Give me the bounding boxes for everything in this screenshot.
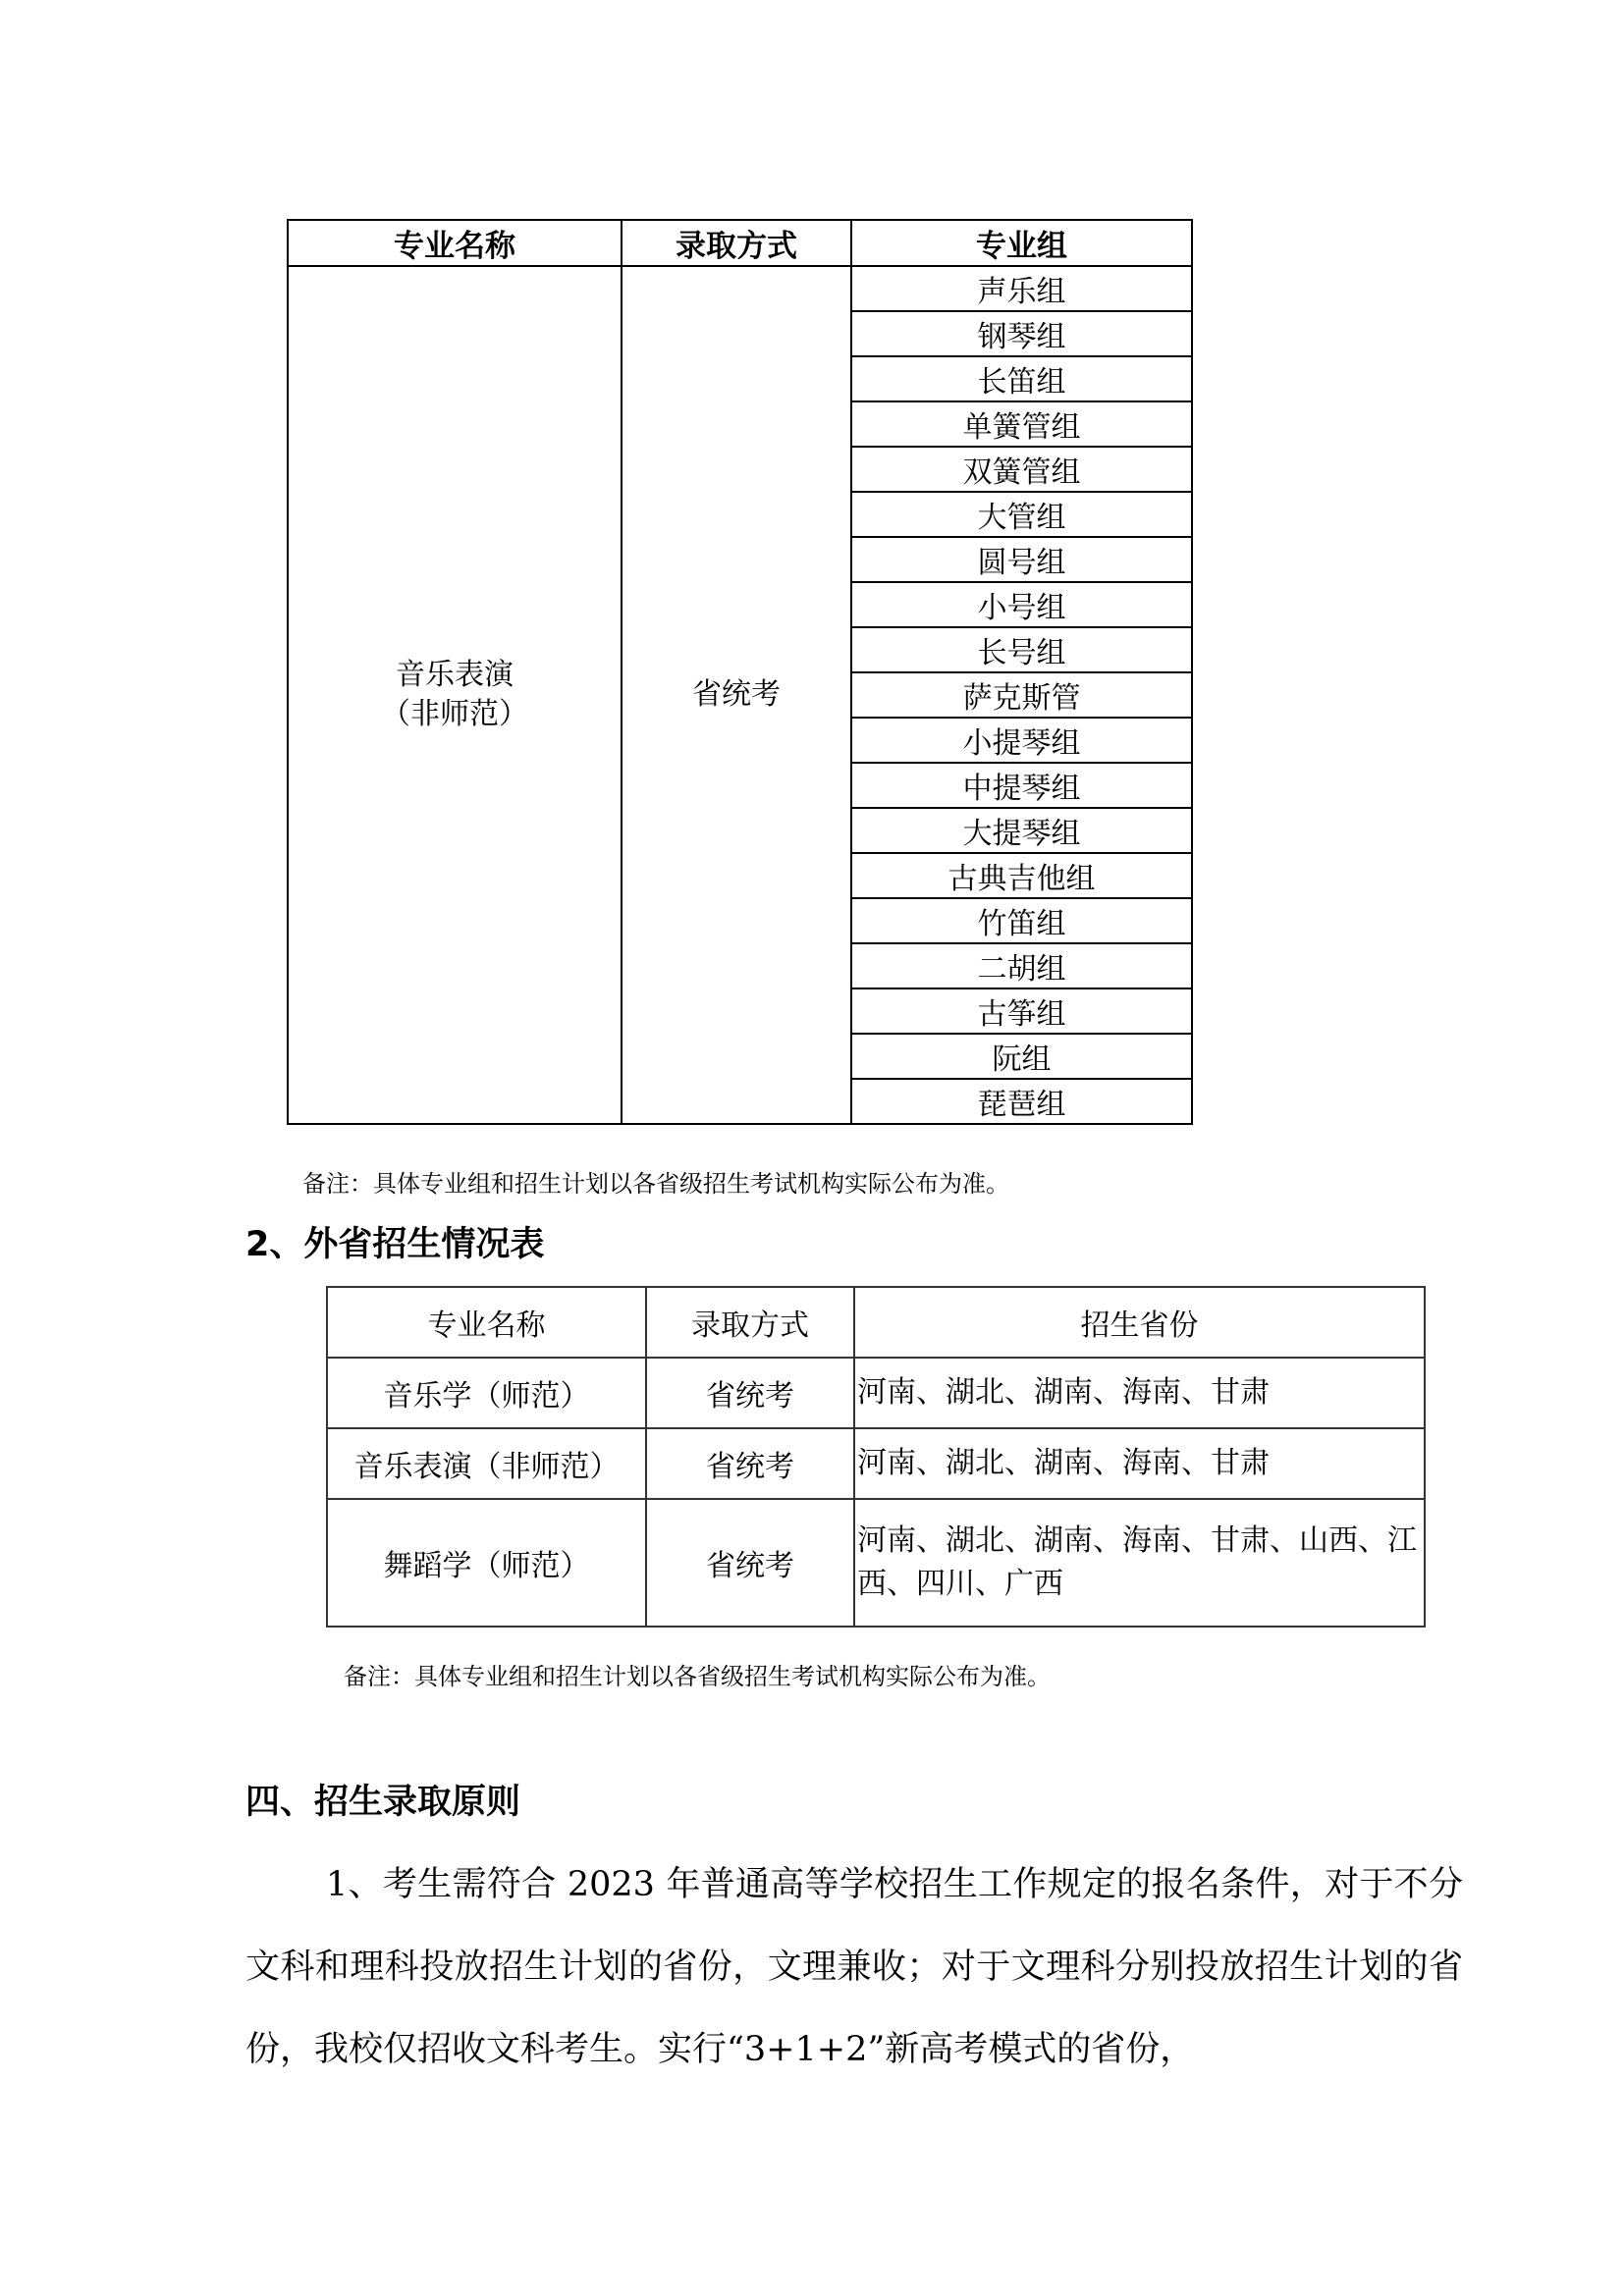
method-cell: 省统考 [646,1358,854,1428]
major-cell: 音乐学（师范） [327,1358,646,1428]
header-admission-method: 录取方式 [622,220,851,266]
table-row [327,1499,1425,1627]
major-group-cell: 阮组 [851,1034,1192,1079]
header-admission-method: 录取方式 [646,1287,854,1358]
major-group-cell: 中提琴组 [851,763,1192,808]
header-provinces: 招生省份 [854,1287,1425,1358]
provinces-cell: 河南、湖北、湖南、海南、甘肃 [854,1358,1425,1428]
major-group-cell: 圆号组 [851,537,1192,582]
table2-note: 备注：具体专业组和招生计划以各省级招生考试机构实际公布为准。 [344,1663,1051,1690]
major-group-cell: 萨克斯管 [851,672,1192,718]
header-major-group: 专业组 [851,220,1192,266]
provinces-cell: 河南、湖北、湖南、海南、甘肃、山西、江西、四川、广西 [854,1499,1425,1627]
major-name-line2: （非师范） [381,697,528,731]
major-group-cell: 二胡组 [851,943,1192,988]
section4-heading: 四、招生录取原则 [245,1783,521,1822]
table-row [288,266,1192,311]
major-group-cell: 古典吉他组 [851,853,1192,898]
major-group-cell: 声乐组 [851,266,1192,311]
major-name-line1: 音乐表演 [396,658,514,692]
major-group-cell: 竹笛组 [851,898,1192,943]
major-group-cell: 钢琴组 [851,311,1192,356]
section2-heading: 2、外省招生情况表 [245,1225,545,1264]
header-major-name: 专业名称 [288,220,622,266]
major-group-cell: 单簧管组 [851,401,1192,447]
provinces-cell: 河南、湖北、湖南、海南、甘肃 [854,1428,1425,1499]
major-group-cell: 琵琶组 [851,1079,1192,1124]
admission-method-cell: 省统考 [622,266,851,1124]
major-name-cell [288,266,622,1124]
major-cell: 舞蹈学（师范） [327,1499,646,1627]
music-performance-groups-table [287,219,1193,1125]
table1-body [288,266,1192,1124]
major-group-cell: 长笛组 [851,356,1192,401]
major-cell: 音乐表演（非师范） [327,1428,646,1499]
out-of-province-table [326,1286,1426,1628]
header-major-name: 专业名称 [327,1287,646,1358]
method-cell: 省统考 [646,1499,854,1627]
major-group-cell: 大管组 [851,492,1192,537]
major-group-cell: 长号组 [851,627,1192,672]
method-cell: 省统考 [646,1428,854,1499]
major-group-cell: 双簧管组 [851,447,1192,492]
major-group-cell: 小提琴组 [851,718,1192,763]
table-row [327,1428,1425,1499]
major-group-cell: 古筝组 [851,988,1192,1034]
major-group-cell: 小号组 [851,582,1192,627]
table-row [327,1358,1425,1428]
table1-note: 备注：具体专业组和招生计划以各省级招生考试机构实际公布为准。 [302,1170,1009,1198]
major-group-cell: 大提琴组 [851,808,1192,853]
admission-principle-paragraph: 1、考生需符合 2023 年普通高等学校招生工作规定的报名条件，对于不分文科和理科投放招生计划的省份，文理兼收；对于文理科分别投放招生计划的省份，我校仅招收文科考生。实行“3+1+2”新高考模式的省份， [245,1865,1463,2069]
